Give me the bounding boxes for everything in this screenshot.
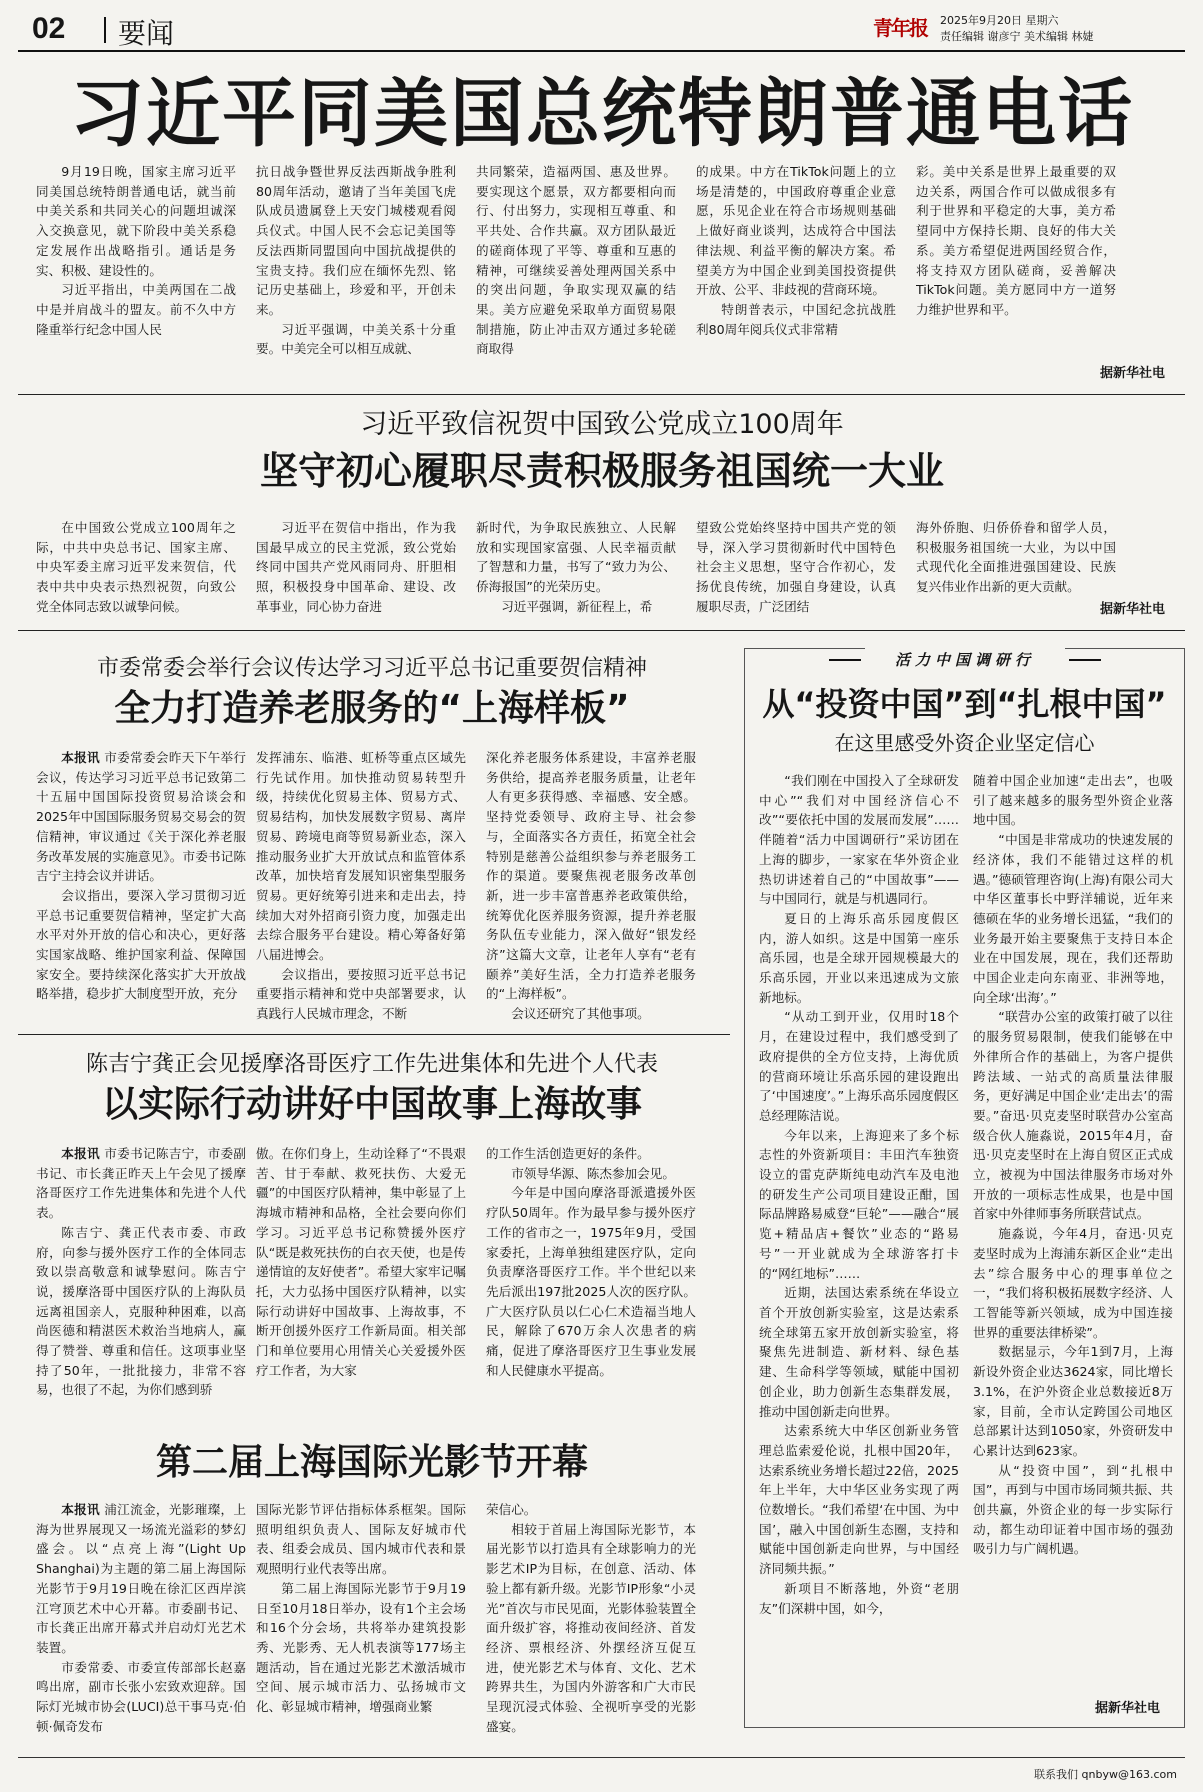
article6-subtitle: 在这里感受外资企业坚定信心 xyxy=(834,731,1095,755)
paragraph: “我们刚在中国投入了全球研发中心”“我们对中国经济信心不改”“要依托中国的发展而发展”……伴随着“活力中国调研行”采访团在上海的脚步，一家家在华外资企业热切讲述着自己的“中国故事”——与中国同行，就是与机遇同行。 xyxy=(759,773,959,907)
paragraph: 会议指出，要深入学习贯彻习近平总书记重要贺信精神，坚定扩大高水平对外开放的信心和决心，更好落实国家战略、维护国家利益、保障国家安全。要持续深化落实扩大开放战略举措，稳步扩大制度型开放，充分 xyxy=(36,887,246,1002)
newspaper-logo: 青年报 xyxy=(873,16,927,40)
paragraph: “从动工到开业，仅用时18个月，在建设过程中，我们感受到了政府提供的全方位支持，上海优质的营商环境让乐高乐园的建设跑出了‘中国速度’。”上海乐高乐园度假区总经理陈洁说。 xyxy=(759,1009,959,1123)
dateline-lead: 本报讯 xyxy=(61,1502,100,1517)
page-number: 02 xyxy=(32,12,66,45)
dateline-lead: 本报讯 xyxy=(61,750,100,765)
article3-col2 xyxy=(256,748,466,1028)
paragraph: 今年以来，上海迎来了多个标志性的外资新项目：丰田汽车独资设立的雷克萨斯纯电动汽车及电池的研发生产公司项目建设正酣，国际品牌路易威登“巨轮”——融合“展览+精品店+餐饮”业态的“路易号”一开业就成为全球游客打卡的“网红地标”…… xyxy=(759,1127,959,1281)
paragraph: 彩。美中关系是世界上最重要的双边关系，两国合作可以做成很多有利于世界和平稳定的大事，美方希望同中方保持长期、良好的伟大关系。美方希望促进两国经贸合作，将支持双方团队磋商，妥善解决TikTok问题。美方愿同中方一道努力维护世界和平。 xyxy=(916,164,1116,317)
paragraph: 习近平强调，新征程上，希 xyxy=(501,598,653,614)
paragraph: 特朗普表示，中国纪念抗战胜利80周年阅兵仪式非常精 xyxy=(696,301,896,337)
article1-col4 xyxy=(696,162,896,382)
paragraph: 陈吉宁、龚正代表市委、市政府，向参与援外医疗工作的全体同志致以崇高敬意和诚挚慰问。陈吉宁说，援摩洛哥中国医疗队的上海队员远离祖国亲人，克服种种困难，以高尚医德和精湛医术救治当地病人，赢得了赞誉、尊重和信任。这项事业坚持了50年，一批批接力，非常不容易，也很了不起，为你们感到骄 xyxy=(36,1224,246,1398)
paragraph: 新项目不断落地，外资“老朋友”们深耕中国，如今， xyxy=(759,1580,959,1616)
divider-line xyxy=(18,630,1185,631)
contact-email[interactable]: 联系我们 qnbyw@163.com xyxy=(1034,1768,1177,1781)
article1-credit: 据新华社电 xyxy=(1100,366,1166,381)
paragraph: 会议还研究了其他事项。 xyxy=(511,1006,650,1022)
paragraph: 在中国致公党成立100周年之际，中共中央总书记、国家主席、中央军委主席习近平发来贺信，代表中共中央表示热烈祝贺，向致公党全体同志致以诚挚问候。 xyxy=(36,520,236,614)
article2-kicker: 习近平致信祝贺中国致公党成立100周年 xyxy=(360,409,844,440)
paragraph: 荣信心。 xyxy=(486,1502,537,1517)
paragraph: 深化养老服务体系建设，丰富养老服务供给，提高养老服务质量，让老年人有更多获得感、幸福感、安全感。坚持党委领导、政府主导、社会参与，全面落实各方责任，拓宽全社会特别是慈善公益组织参与养老服务工作的渠道。要聚焦视老服务改革创新，进一步丰富普惠养老政策供给，统筹优化医养服务资源，提升养老服务队伍专业能力，深入做好“银发经济”这篇大文章，让老年人享有“老有颐养”美好生活，全力打造养老服务的“上海样板”。 xyxy=(486,750,696,1002)
paragraph: 海外侨胞、归侨侨眷和留学人员，积极服务祖国统一大业，为以中国式现代化全面推进强国建设、民族复兴伟业作出新的更大贡献。 xyxy=(916,520,1116,595)
paragraph: 习近平在贺信中指出，作为我国最早成立的民主党派，致公党始终同中国共产党风雨同舟、肝胆相照，积极投身中国革命、建设、改革事业，同心协力奋进 xyxy=(256,520,456,614)
paragraph: 的工作生活创造更好的条件。 xyxy=(486,1146,650,1161)
paragraph: 的成果。中方在TikTok问题上的立场是清楚的，中国政府尊重企业意愿，乐见企业在符合市场规则基础上做好商业谈判，达成符合中国法律法规、利益平衡的解决方案。希望美方为中国企业到美国投资提供开放、公平、非歧视的营商环境。 xyxy=(696,164,896,298)
paragraph: 从“投资中国”，到“扎根中国”，再到与中国市场同频共振、共创共赢，外资企业的每一步实际行动，都生动印证着中国市场的强劲吸引力与广阔机遇。 xyxy=(973,1462,1173,1557)
article2-col3 xyxy=(476,518,676,618)
article6-col1 xyxy=(759,771,959,1719)
article5-headline: 第二届上海国际光影节开幕 xyxy=(155,1442,588,1483)
page-footer xyxy=(18,1757,1185,1787)
article1-col3 xyxy=(476,162,676,382)
article2-col4 xyxy=(696,518,896,618)
article6-headline: 从“投资中国”到“扎根中国” xyxy=(762,685,1167,723)
article4-col2 xyxy=(256,1144,466,1424)
paragraph: “中国是非常成功的快速发展的经济体，我们不能错过这样的机遇。”德硕管理咨询(上海)有限公司大中华区董事长中野洋辅说，近年来德硕在华的业务增长迅猛，“我们的业务最开始主要聚焦于支持日本企业在中国发展，现在，我们还帮助中国企业走向东南亚、非洲等地，向全球‘出海’。” xyxy=(973,832,1173,1005)
section-divider xyxy=(104,17,106,43)
dateline-lead: 本报讯 xyxy=(61,1146,100,1161)
divider-line xyxy=(18,394,1185,395)
article4-col1 xyxy=(36,1144,246,1424)
paragraph: 相较于首届上海国际光影节，本届光影节以打造具有全球影响力的光影艺术IP为目标，在创意、活动、体验上都有新升级。光影节IP形象“小灵光”首次与市民见面，光影体验装置全面升级扩容，将推动夜间经济、首发经济、票根经济、外摆经济互促互进，使光影艺术与体育、文化、艺术跨界共生，为国内外游客和广大市民呈现沉浸式体验、全视听享受的光影盛宴。 xyxy=(486,1521,696,1734)
paragraph: 市委书记陈吉宁，市委副书记、市长龚正昨天上午会见了援摩洛哥医疗工作先进集体和先进个人代表。 xyxy=(36,1146,246,1221)
masthead xyxy=(18,8,1185,52)
article4-kicker: 陈吉宁龚正会见援摩洛哥医疗工作先进集体和先进个人代表 xyxy=(85,1052,658,1077)
article2-col1 xyxy=(36,518,236,618)
paragraph: 共同繁荣，造福两国、惠及世界。要实现这个愿景，双方都要相向而行、付出努力，实现相互尊重、和平共处、合作共赢。双方团队最近的磋商体现了平等、尊重和互惠的精神，可继续妥善处理两国关系中的突出问题，争取实现双赢的结果。美方应避免采取单方面贸易限制措施，防止冲击双方通过多轮磋商取得 xyxy=(476,164,676,357)
article2-headline: 坚守初心履职尽责积极服务祖国统一大业 xyxy=(259,449,944,493)
paragraph: 市委常委会昨天下午举行会议，传达学习习近平总书记致第二十五届中国国际投资贸易洽谈会和2025年中国国际服务贸易交易会的贺信精神，审议通过《关于深化养老服务改革发展的实施意见》。市委书记陈吉宁主持会议并讲话。 xyxy=(36,750,246,884)
paragraph: 近期，法国达索系统在华设立首个开放创新实验室，这是达索系统全球第五家开放创新实验室，将聚焦先进制造、新材料、绿色基建、生命科学等领域，赋能中国初创企业，助力创新生态集群发展，推动中国创新走向世界。 xyxy=(759,1285,959,1419)
paragraph: 夏日的上海乐高乐园度假区内，游人如织。这是中国第一座乐高乐园，也是全球开园规模最大的乐高乐园，开业以来迅速成为文旅新地标。 xyxy=(759,910,959,1005)
article3-headline: 全力打造养老服务的“上海样板” xyxy=(114,688,630,729)
paragraph: 施淼说，今年4月，奋迅·贝克麦坚时成为上海浦东新区企业“走出去”综合服务中心的理事单位之一，“我们将积极拓展数字经济、人工智能等新兴领域，成为中国连接世界的重要法律桥梁”。 xyxy=(973,1226,1173,1340)
paragraph: 今年是中国向摩洛哥派遣援外医疗队50周年。作为最早参与援外医疗工作的省市之一，1975年9月，受国家委托，上海单独组建医疗队，定向负责摩洛哥医疗工作。半个世纪以来先后派出197批2025人次的医疗队。广大医疗队员以仁心仁术造福当地人民，解除了670万余人次患者的病痛，促进了摩洛哥医疗卫生事业发展和人民健康水平提高。 xyxy=(486,1185,696,1378)
paragraph: 习近平指出，中美两国在二战中是并肩战斗的盟友。前不久中方隆重举行纪念中国人民 xyxy=(36,282,236,337)
lead-headline: 习近平同美国总统特朗普通电话 xyxy=(70,71,1134,157)
article3-col1 xyxy=(36,748,246,1028)
divider-line xyxy=(18,1034,730,1035)
article4-col3 xyxy=(486,1144,696,1424)
paragraph: 第二届上海国际光影节于9月19日至10月18日举办，设有1个主会场和16个分会场，共将举办建筑投影秀、光影秀、无人机表演等177场主题活动，旨在通过光影艺术激活城市空间、展示城市活力、弘扬城市文化、彰显城市精神，增强商业繁 xyxy=(256,1580,466,1715)
paragraph: 随着中国企业加速“走出去”，也吸引了越来越多的服务型外资企业落地中国。 xyxy=(973,773,1173,828)
paragraph: 会议指出，要按照习近平总书记重要指示精神和党中央部署要求，认真践行人民城市理念，不断 xyxy=(256,966,466,1022)
paragraph: 傲。在你们身上，生动诠释了“不畏艰苦、甘于奉献、救死扶伤、大爱无疆”的中国医疗队精神，集中彰显了上海城市精神和品格，全社会要向你们学习。习近平总书记称赞援外医疗队“既是救死扶伤的白衣天使，也是传递情谊的友好使者”。希望大家牢记嘱托，大力弘扬中国医疗队精神，以实际行动讲好中国故事、上海故事，不断开创援外医疗工作新局面。相关部门和单位要用心用情关心关爱援外医疗工作者，为大家 xyxy=(256,1146,466,1378)
article6-credit: 据新华社电 xyxy=(1095,1701,1161,1716)
article2-col2 xyxy=(256,518,456,618)
paragraph: 达索系统大中华区创新业务管理总监索爱伦说，扎根中国20年，达索系统业务增长超过22倍，2025年上半年，大中华区业务实现了两位数增长。“我们希望‘在中国、为中国’，融入中国创新生态圈，支持和赋能中国创新走向世界，与中国经济同频共振。” xyxy=(759,1423,959,1577)
article5-col2 xyxy=(256,1500,466,1750)
paragraph: 9月19日晚，国家主席习近平同美国总统特朗普通电话，就当前中美关系和共同关心的问题坦诚深入交换意见，就下阶段中美关系稳定发展作出战略指引。通话是务实、积极、建设性的。 xyxy=(36,164,236,278)
paragraph: 浦江流金，光影璀璨，上海为世界展现又一场流光溢彩的梦幻盛会。以“点亮上海”(Light Up Shanghai)为主题的第二届上海国际光影节于9月19日晚在徐汇区西岸滨江穹顶艺术中心开幕。市委副书记、市长龚正出席开幕式并启动灯光艺术装置。 xyxy=(36,1502,246,1655)
article5-col1 xyxy=(36,1500,246,1750)
article3-kicker: 市委常委会举行会议传达学习习近平总书记重要贺信精神 xyxy=(96,656,647,681)
paragraph: 数据显示，今年1到7月，上海新设外资企业达3624家，同比增长3.1%，在沪外资企业总数接近8万家，目前，全市认定跨国公司地区总部累计达到1050家，外资研发中心累计达到623家。 xyxy=(973,1344,1173,1458)
feature-box xyxy=(744,648,1185,1728)
article1-col2 xyxy=(256,162,456,382)
paragraph: 市委常委、市委宣传部部长赵嘉鸣出席，副市长张小宏致欢迎辞。国际灯光城市协会(LUCI)总干事马克·伯顿·佩奇发布 xyxy=(36,1659,246,1734)
article5-col3 xyxy=(486,1500,696,1750)
article1-col5 xyxy=(916,162,1116,362)
article3-col3 xyxy=(486,748,696,1028)
paragraph: 市领导华源、陈杰参加会见。 xyxy=(511,1165,675,1181)
paragraph: 发挥浦东、临港、虹桥等重点区域先行先试作用。加快推动贸易转型升级，持续优化贸易主体、贸易方式、贸易结构，加快发展数字贸易、离岸贸易、跨境电商等贸易新业态，深入推动服务业扩大开放试点和监管体系改革，加快培育发展知识密集型服务贸易。更好统筹引进来和走出去，持续加大对外招商引资力度，加强走出去综合服务平台建设。精心筹备好第八届进博会。 xyxy=(256,750,466,963)
section-name: 要闻 xyxy=(118,17,175,50)
paragraph: 新时代，为争取民族独立、人民解放和实现国家富强、人民幸福贡献了智慧和力量，书写了“致力为公、侨海报国”的光荣历史。 xyxy=(476,520,676,595)
feature-tag: 活力中国调研行 xyxy=(865,647,1065,673)
paragraph: 抗日战争暨世界反法西斯战争胜利80周年活动，邀请了当年美国飞虎队成员遗属登上天安门城楼观看阅兵仪式。中国人民不会忘记美国等反法西斯同盟国向中国抗战提供的宝贵支持。我们应在缅怀先烈、铭记历史基础上，珍爱和平，开创未来。 xyxy=(256,164,456,317)
paragraph: 国际光影节评估指标体系框架。国际照明组织负责人、国际友好城市代表、组委会成员、国内城市代表和景观照明行业代表等出席。 xyxy=(256,1502,466,1577)
article4-headline: 以实际行动讲好中国故事上海故事 xyxy=(101,1084,642,1125)
article6-col2 xyxy=(973,771,1173,1691)
paragraph: “联营办公室的政策打破了以往的服务贸易限制，使我们能够在中外律所合作的基础上，为客户提供跨法域、一站式的高质量法律服务，更好满足中国企业‘走出去’的需要。”奋迅·贝克麦坚时联营办公室高级合伙人施淼说，2015年4月，奋迅·贝克麦坚时在上海自贸区正式成立，被视为中国法律服务市场对外开放的一项标志性成果，也是中国首家中外律师事务所联营试点。 xyxy=(973,1009,1173,1222)
editor-credits: 责任编辑 谢彦宁 美术编辑 林婕 xyxy=(940,30,1094,43)
article2-credit: 据新华社电 xyxy=(1100,602,1166,617)
paragraph: 望致公党始终坚持中国共产党的领导，深入学习贯彻新时代中国特色社会主义思想，坚守合作初心，发扬优良传统，加强自身建设，认真履职尽责，广泛团结 xyxy=(696,520,896,614)
article1-col1 xyxy=(36,162,236,382)
article2-col5 xyxy=(916,518,1116,598)
paragraph: 习近平强调，中美关系十分重要。中美完全可以相互成就、 xyxy=(256,321,456,357)
issue-date: 2025年9月20日 星期六 xyxy=(940,14,1059,27)
